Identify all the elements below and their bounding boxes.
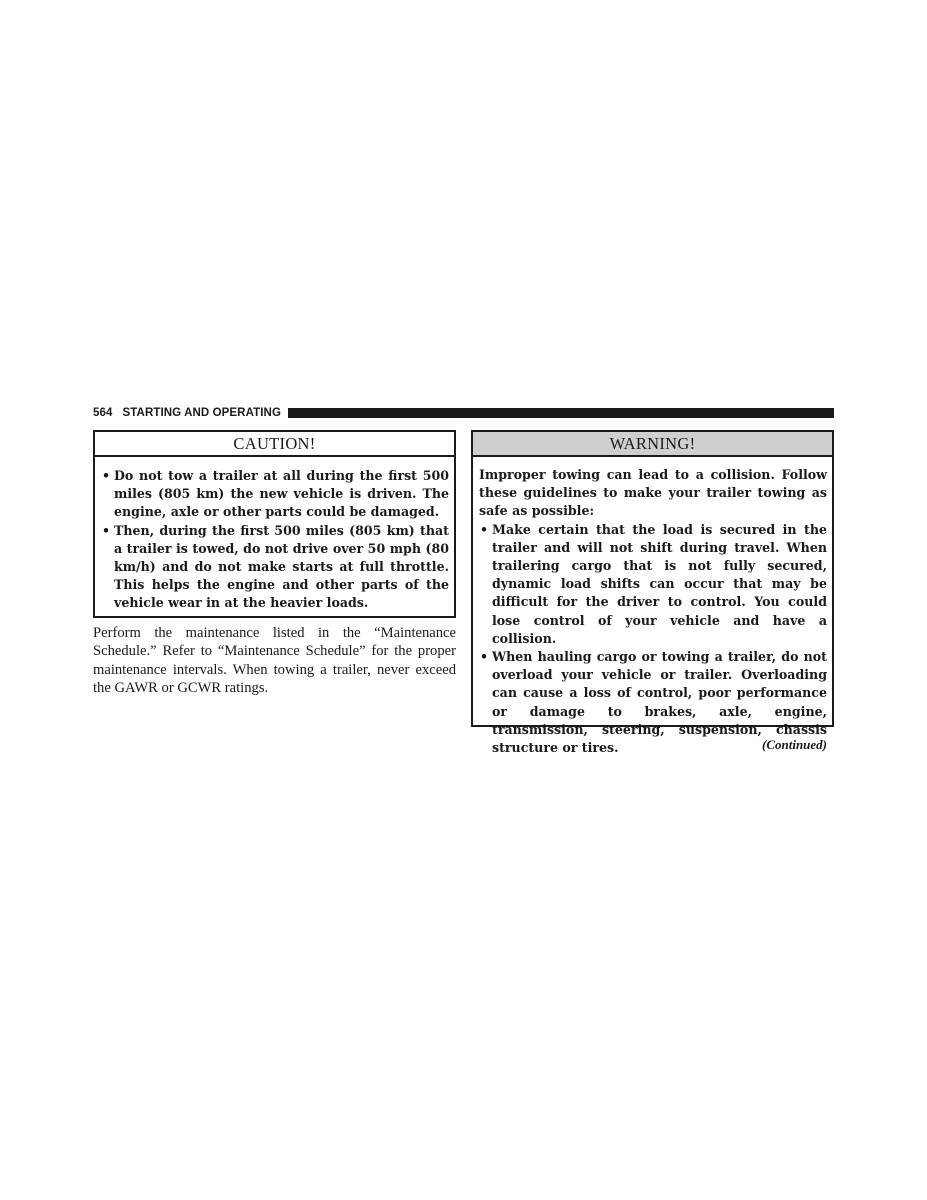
bullet-icon: • bbox=[480, 521, 489, 537]
maintenance-paragraph: Perform the maintenance listed in the “Maintenance Schedule.” Refer to “Maintenance Schedule” for the proper maintenance intervals. When towing a trailer, never exceed the GAWR or GCWR ratings. bbox=[93, 625, 456, 696]
header-rule bbox=[288, 408, 834, 418]
warning-title: WARNING! bbox=[473, 432, 832, 457]
caution-body bbox=[95, 457, 454, 613]
continued-label: (Continued) bbox=[761, 737, 827, 752]
warning-bullet-text: Make certain that the load is secured in the trailer and will not shift during travel. When trailering cargo that is not fully secured, dynamic load shifts can occur that may be difficult for the driver to control. You could lose control of your vehicle and have a collision. bbox=[492, 521, 827, 646]
bullet-icon: • bbox=[102, 522, 111, 538]
caution-list bbox=[101, 467, 449, 613]
caution-bullet-text: Do not tow a trailer at all during the first 500 miles (805 km) the new vehicle is driven. The engine, axle or other parts could be damaged. bbox=[114, 468, 449, 520]
warning-body bbox=[473, 457, 832, 757]
page-header bbox=[93, 406, 834, 420]
warning-intro: Improper towing can lead to a collision. Follow these guidelines to make your trailer towing as safe as possible: bbox=[479, 467, 827, 519]
caution-bullet-item bbox=[101, 522, 449, 613]
caution-title: CAUTION! bbox=[95, 432, 454, 457]
section-title: STARTING AND OPERATING bbox=[122, 407, 282, 419]
warning-list bbox=[479, 521, 827, 758]
caution-bullet-item bbox=[101, 467, 449, 522]
warning-bullet-text: When hauling cargo or towing a trailer, do not overload your vehicle or trailer. Overloading can cause a loss of control, poor performance or damage to brakes, axle, engine, transmission, steering, suspension, chassis structure or tires. bbox=[492, 649, 827, 756]
bullet-icon: • bbox=[480, 649, 489, 665]
warning-bullet-item bbox=[479, 521, 827, 648]
page-number: 564 bbox=[93, 407, 113, 419]
caution-box bbox=[93, 430, 456, 618]
bullet-icon: • bbox=[102, 468, 111, 483]
caution-bullet-text: Then, during the first 500 miles (805 km) that a trailer is towed, do not drive over 50 mph (80 km/h) and do not make starts at full throttle. This helps the engine and other parts of the vehicle wear in at the heavier loads. bbox=[114, 522, 449, 611]
